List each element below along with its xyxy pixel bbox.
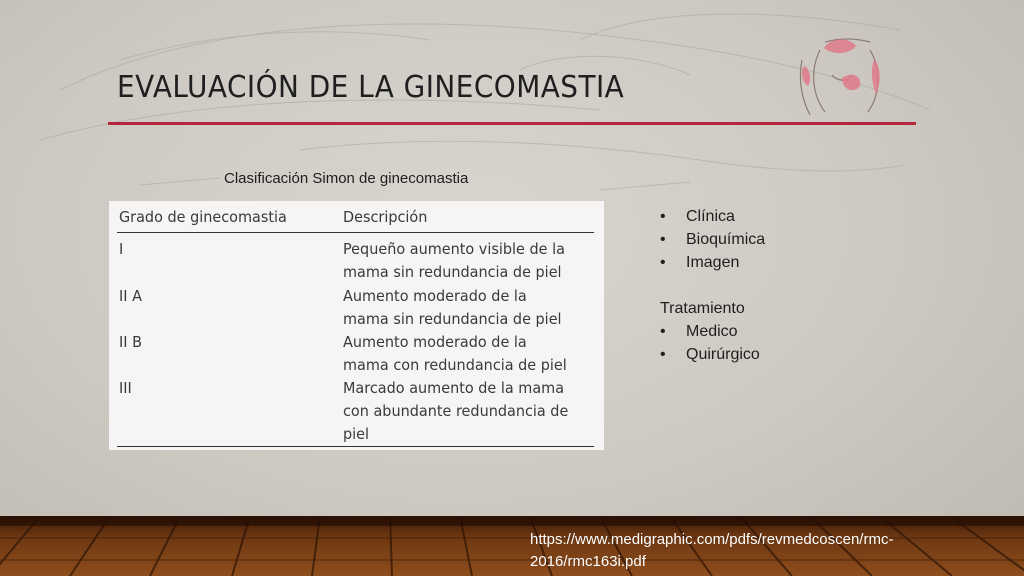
table-row-description: Pequeño aumento visible de la: [343, 240, 565, 258]
list-item-label: Quirúrgico: [686, 346, 760, 363]
table-row-description: Aumento moderado de la: [343, 287, 527, 305]
list-item-label: Medico: [686, 323, 738, 340]
evaluation-list: [660, 205, 765, 366]
classification-table: [109, 201, 604, 450]
bullet-icon: •: [660, 254, 666, 271]
table-header-rule: [117, 232, 594, 233]
source-link-line: https://www.medigraphic.com/pdfs/revmedcoscen/rmc-: [530, 531, 894, 548]
bullet-icon: •: [660, 208, 666, 225]
slide-title: EVALUACIÓN DE LA GINECOMASTIA: [117, 70, 625, 105]
table-caption: Clasificación Simon de ginecomastia: [224, 170, 469, 187]
list-item: [660, 205, 765, 228]
table-row-description: mama con redundancia de piel: [343, 356, 567, 374]
table-row-grade: III: [119, 379, 132, 397]
table-row-description: con abundante redundancia de: [343, 402, 569, 420]
list-item-label: Bioquímica: [686, 231, 766, 248]
list-item-label: Imagen: [686, 254, 740, 271]
title-underline: [108, 122, 916, 125]
list-item: [660, 228, 765, 251]
list-item: [660, 320, 765, 343]
list-item: [660, 343, 765, 366]
table-row-grade: II A: [119, 287, 142, 305]
table-bottom-rule: [117, 446, 594, 447]
table-header-description: Descripción: [343, 208, 428, 226]
source-link[interactable]: [530, 529, 970, 573]
table-row-description: Aumento moderado de la: [343, 333, 527, 351]
bullet-icon: •: [660, 323, 666, 340]
table-row-description: piel: [343, 425, 370, 443]
source-link-line: 2016/rmc163i.pdf: [530, 553, 646, 570]
table-row-description: mama sin redundancia de piel: [343, 263, 562, 281]
bullet-icon: •: [660, 231, 666, 248]
table-row-description: mama sin redundancia de piel: [343, 310, 562, 328]
table-row-grade: II B: [119, 333, 142, 351]
list-item: [660, 251, 765, 274]
list-item-label: Clínica: [686, 208, 735, 225]
table-row-description: Marcado aumento de la mama: [343, 379, 565, 397]
bullet-icon: •: [660, 346, 666, 363]
torso-sketch-icon: [790, 20, 900, 120]
treatment-heading: Tratamiento: [660, 300, 745, 317]
table-header-grade: Grado de ginecomastia: [119, 208, 287, 226]
table-row-grade: I: [119, 240, 124, 258]
